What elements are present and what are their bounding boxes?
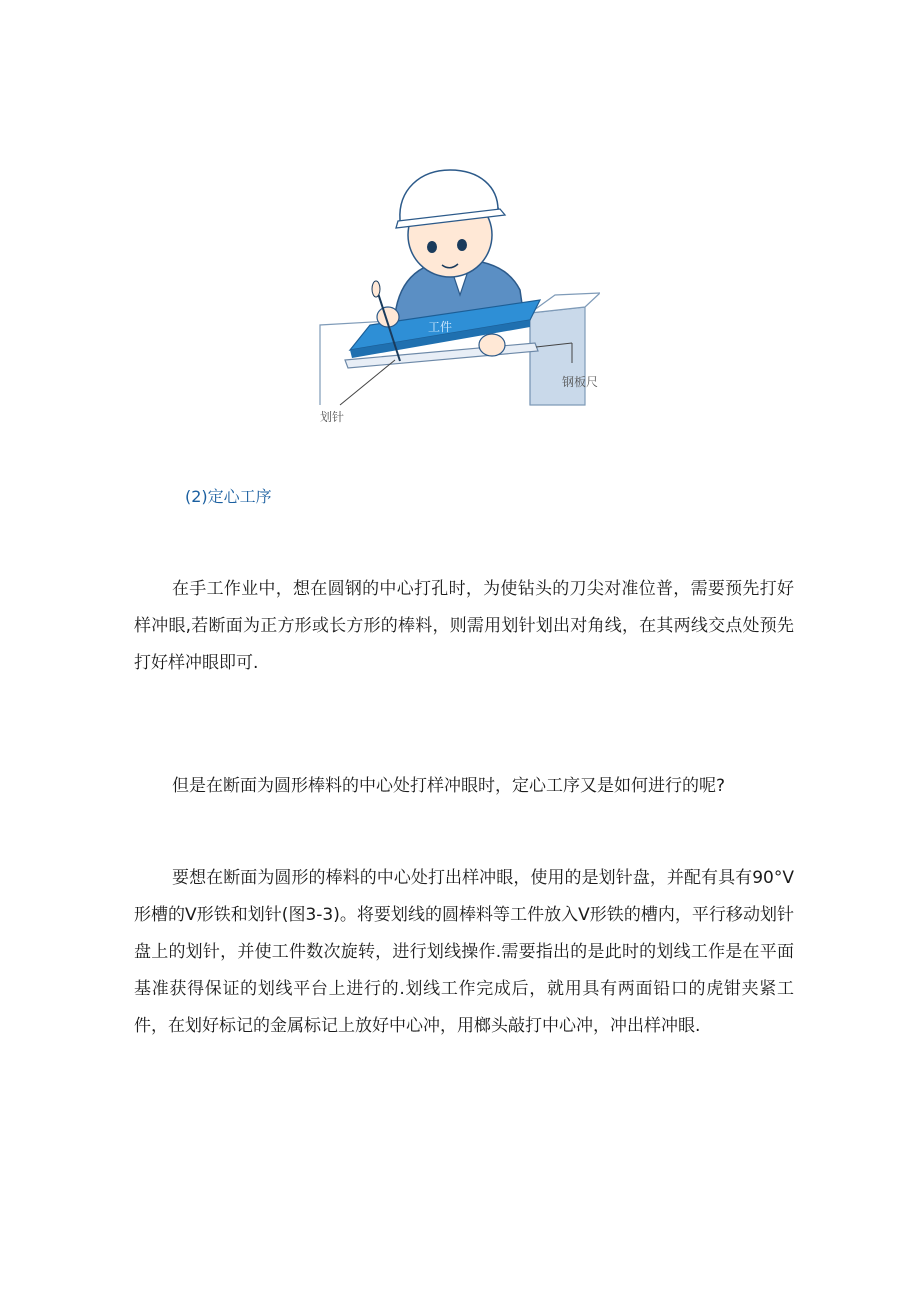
illustration-worker-scribing bbox=[300, 165, 600, 430]
illustration-svg bbox=[300, 165, 600, 430]
paragraph-3: 要想在断面为圆形的棒料的中心处打出样冲眼，使用的是划针盘，并配有具有90°V形槽的V形铁和划针(图3-3)。将要划线的圆棒料等工件放入V形铁的槽内，平行移动划针盘上的划针，并使工件数次旋转，进行划线操作.需要指出的是此时的划线工作是在平面基准获得保证的划线平台上进行的.划线工作完成后，就用具有两面铅口的虎钳夹紧工件，在划好标记的金属标记上放好中心冲，用榔头敲打中心冲，冲出样冲眼. bbox=[134, 868, 794, 1036]
paragraph-1: 在手工作业中，想在圆钢的中心打孔时，为使钻头的刀尖对准位普，需要预先打好样冲眼,若断面为正方形或长方形的棒料，则需用划针划出对角线，在其两线交点处预先打好样冲眼即可. bbox=[134, 579, 794, 673]
label-workpiece: 工件 bbox=[428, 320, 453, 334]
worker-eye-right bbox=[457, 239, 467, 251]
label-steel-ruler: 钢板尺 bbox=[562, 375, 599, 389]
worker-hand-right bbox=[479, 334, 505, 356]
label-scriber: 划针 bbox=[320, 410, 345, 424]
bench-side bbox=[530, 307, 585, 405]
paragraph-2: 但是在断面为圆形棒料的中心处打样冲眼时，定心工序又是如何进行的呢? bbox=[172, 776, 726, 796]
worker-eye-left bbox=[427, 241, 437, 253]
scriber-handle bbox=[372, 281, 380, 297]
section-heading: (2)定心工序 bbox=[185, 487, 272, 506]
